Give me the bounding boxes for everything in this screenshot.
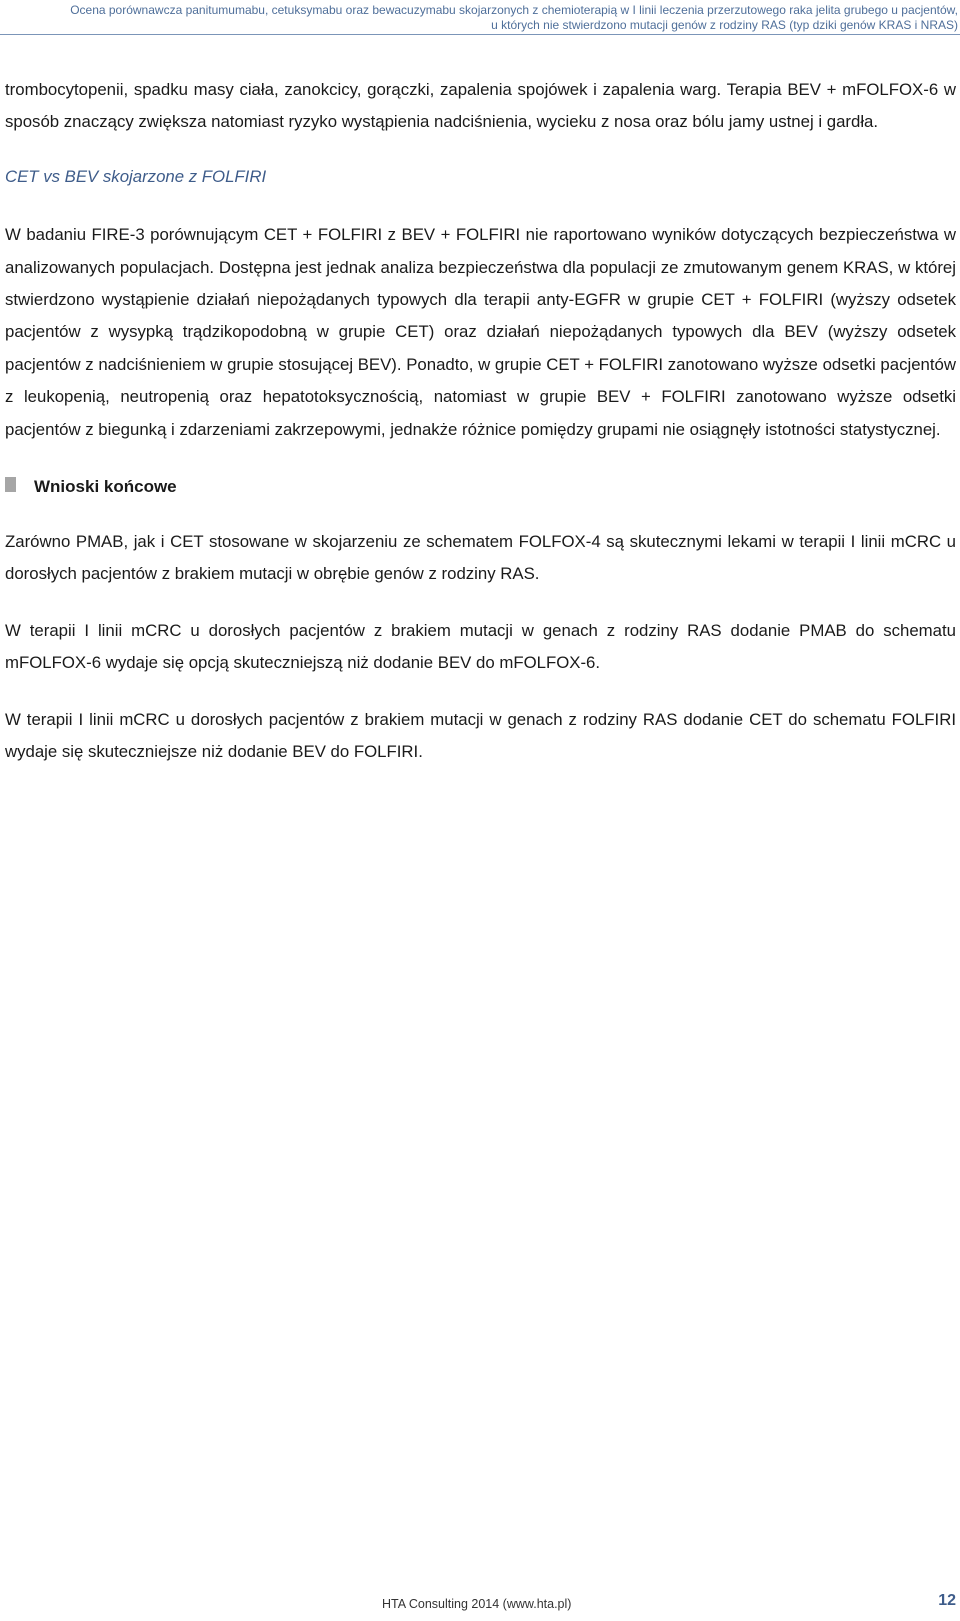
conclusion-paragraph-2: W terapii I linii mCRC u dorosłych pacjentów z brakiem mutacji w genach z rodziny RAS dodanie PMAB do schematu mFOLFOX-6 wydaje się opcją skuteczniejszą niż dodanie BEV do mFOLFOX-6.: [5, 620, 956, 673]
page-footer: [0, 1592, 960, 1618]
section-heading: [5, 471, 956, 503]
document-body: [5, 74, 956, 769]
section-title-text: Wnioski końcowe: [34, 476, 177, 496]
page-number: 12: [938, 1592, 956, 1609]
body-paragraph-fire3: W badaniu FIRE-3 porównującym CET + FOLFIRI z BEV + FOLFIRI nie raportowano wyników dotyczących bezpieczeństwa w analizowanych populacjach. Dostępna jest jednak analiza bezpieczeństwa dla populacji ze zmutowanym genem KRAS, w której stwierdzono wystąpienie działań niepożądanych typowych dla terapii anty-EGFR w grupie CET + FOLFIRI (wyższy odsetek pacjentów z wysypką trądzikopodobną w grupie CET) oraz działań niepożądanych typowych dla BEV (wyższy odsetek pacjentów z nadciśnieniem w grupie stosującej BEV). Ponadto, w grupie CET + FOLFIRI zanotowano wyższe odsetki pacjentów z leukopenią, neutropenią oraz hepatotoksycznością, natomiast w grupie BEV + FOLFIRI zanotowano wyższe odsetki pacjentów z biegunką i zdarzeniami zakrzepowymi, jednakże różnice pomiędzy grupami nie osiągnęły istotności statystycznej.: [5, 225, 956, 439]
header-title-line-2: u których nie stwierdzono mutacji genów z rodziny RAS (typ dziki genów KRAS i NRAS): [491, 18, 958, 32]
conclusion-paragraph-1: Zarówno PMAB, jak i CET stosowane w skojarzeniu ze schematem FOLFOX-4 są skutecznymi lekami w terapii I linii mCRC u dorosłych pacjentów z brakiem mutacji w obrębie genów z rodziny RAS.: [5, 532, 956, 584]
body-paragraph-safety: trombocytopenii, spadku masy ciała, zanokcicy, gorączki, zapalenia spojówek i zapalenia warg. Terapia BEV + mFOLFOX-6 w sposób znaczący zwiększa natomiast ryzyko wystąpienia nadciśnienia, wycieku z nosa oraz bólu jamy ustnej i gardła.: [5, 80, 956, 132]
page-header: [0, 0, 958, 33]
subheading-cet-vs-bev: CET vs BEV skojarzone z FOLFIRI: [5, 166, 267, 186]
section-marker-icon: [5, 477, 16, 492]
header-title-line-1: Ocena porównawcza panitumumabu, cetuksymabu oraz bewacuzymabu skojarzonych z chemioterapią w I linii leczenia przerzutowego raka jelita grubego u pacjentów,: [70, 3, 958, 17]
header-divider: [0, 34, 960, 35]
conclusion-paragraph-3: W terapii I linii mCRC u dorosłych pacjentów z brakiem mutacji w genach z rodziny RAS dodanie CET do schematu FOLFIRI wydaje się skuteczniejsze niż dodanie BEV do FOLFIRI.: [5, 709, 956, 762]
footer-publisher: HTA Consulting 2014 (www.hta.pl): [382, 1597, 572, 1611]
